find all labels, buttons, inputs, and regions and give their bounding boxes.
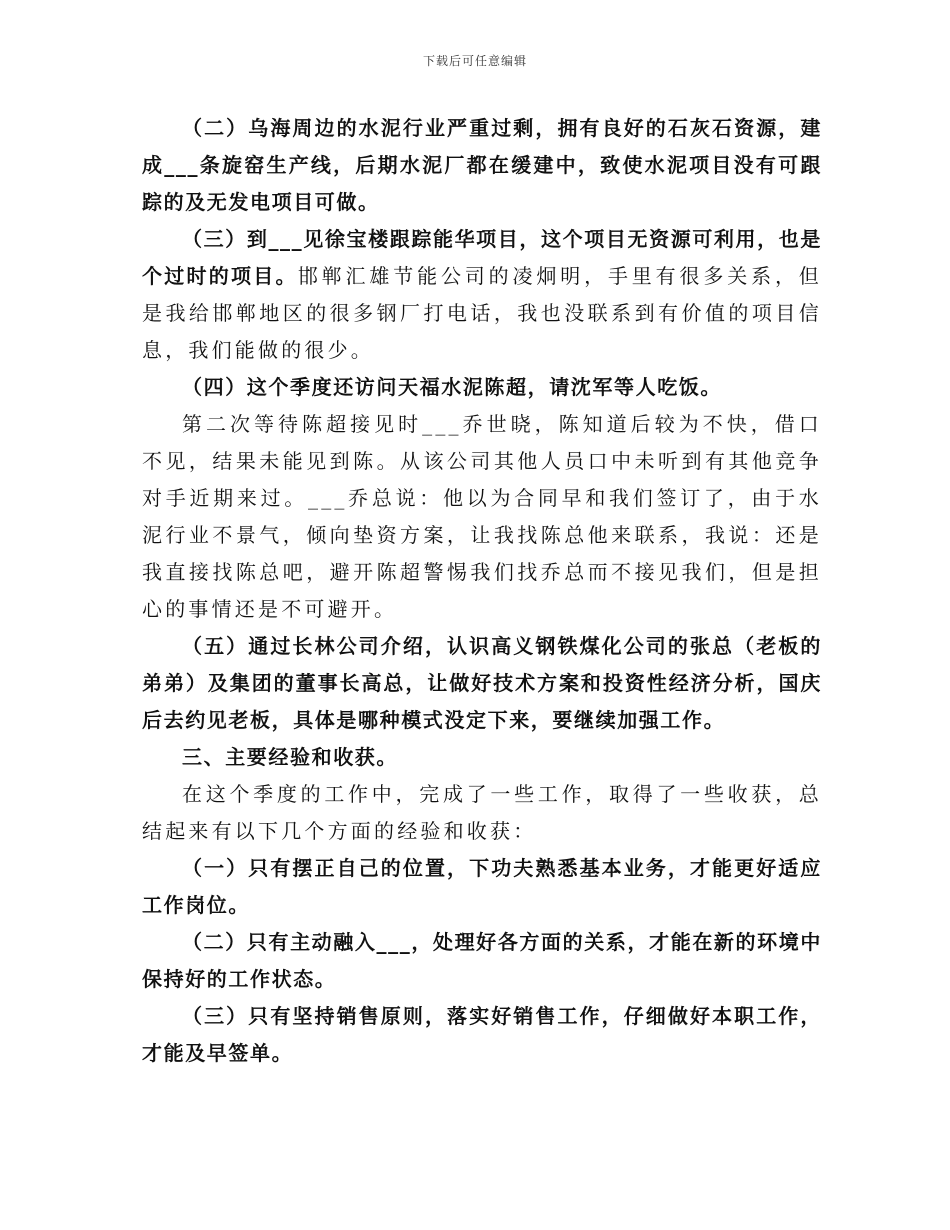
section-heading-3 [142,739,822,776]
paragraph-visit-detail [142,406,822,628]
paragraph-bold-text: （二）只有主动融入___，处理好各方面的关系，才能在新的环境中保持好的工作状态。 [142,930,822,991]
paragraph-bold-text: （三）到___见徐宝楼跟踪能华项目，这个项目无资源可利用，也是个过时的项目。 [142,227,822,288]
paragraph-5-1 [142,628,822,739]
paragraph-normal-text: 在这个季度的工作中，完成了一些工作，取得了一些收获，总结起来有以下几个方面的经验和收获： [142,782,822,843]
paragraph-experience-2 [142,924,822,998]
section-heading-text: 三、主要经验和收获。 [182,745,398,769]
paragraph-normal-text: 第二次等待陈超接见时___乔世晓，陈知道后较为不快，借口不见，结果未能见到陈。从该公司其他人员口中未听到有其他竞争对手近期来过。___乔总说：他以为合同早和我们签订了，由于水泥行业不景气，倾向垫资方案，让我找陈总他来联系，我说：还是我直接找陈总吧，避开陈超警惕我们找乔总而不接见我们，但是担心的事情还是不可避开。 [142,412,822,621]
paragraph-4-1 [142,369,822,406]
paragraph-bold-text: （五）通过长林公司介绍，认识高义钢铁煤化公司的张总（老板的弟弟）及集团的董事长高总，让做好技术方案和投资性经济分析，国庆后去约见老板，具体是哪种模式没定下来，要继续加强工作。 [142,634,822,732]
paragraph-summary-intro [142,776,822,850]
paragraph-experience-3 [142,998,822,1072]
paragraph-bold-text: （三）只有坚持销售原则，落实好销售工作，仔细做好本职工作，才能及早签单。 [142,1004,822,1065]
paragraph-bold-text: （二）乌海周边的水泥行业严重过剩，拥有良好的石灰石资源，建成___条旋窑生产线，后期水泥厂都在缓建中，致使水泥项目没有可跟踪的及无发电项目可做。 [142,116,822,214]
paragraph-2-1 [142,110,822,221]
paragraph-experience-1 [142,850,822,924]
paragraph-3-1 [142,221,822,369]
page-header: 下载后可任意编辑 [422,54,527,68]
paragraph-bold-text: （四）这个季度还访问天福水泥陈超，请沈军等人吃饭。 [182,375,722,399]
paragraph-normal-text: 邯郸汇雄节能公司的凌炯明，手里有很多关系，但是我给邯郸地区的很多钢厂打电话，我也没联系到有价值的项目信息，我们能做的很少。 [142,264,823,362]
paragraph-bold-text: （一）只有摆正自己的位置，下功夫熟悉基本业务，才能更好适应工作岗位。 [142,856,822,917]
document-body [142,110,822,1072]
